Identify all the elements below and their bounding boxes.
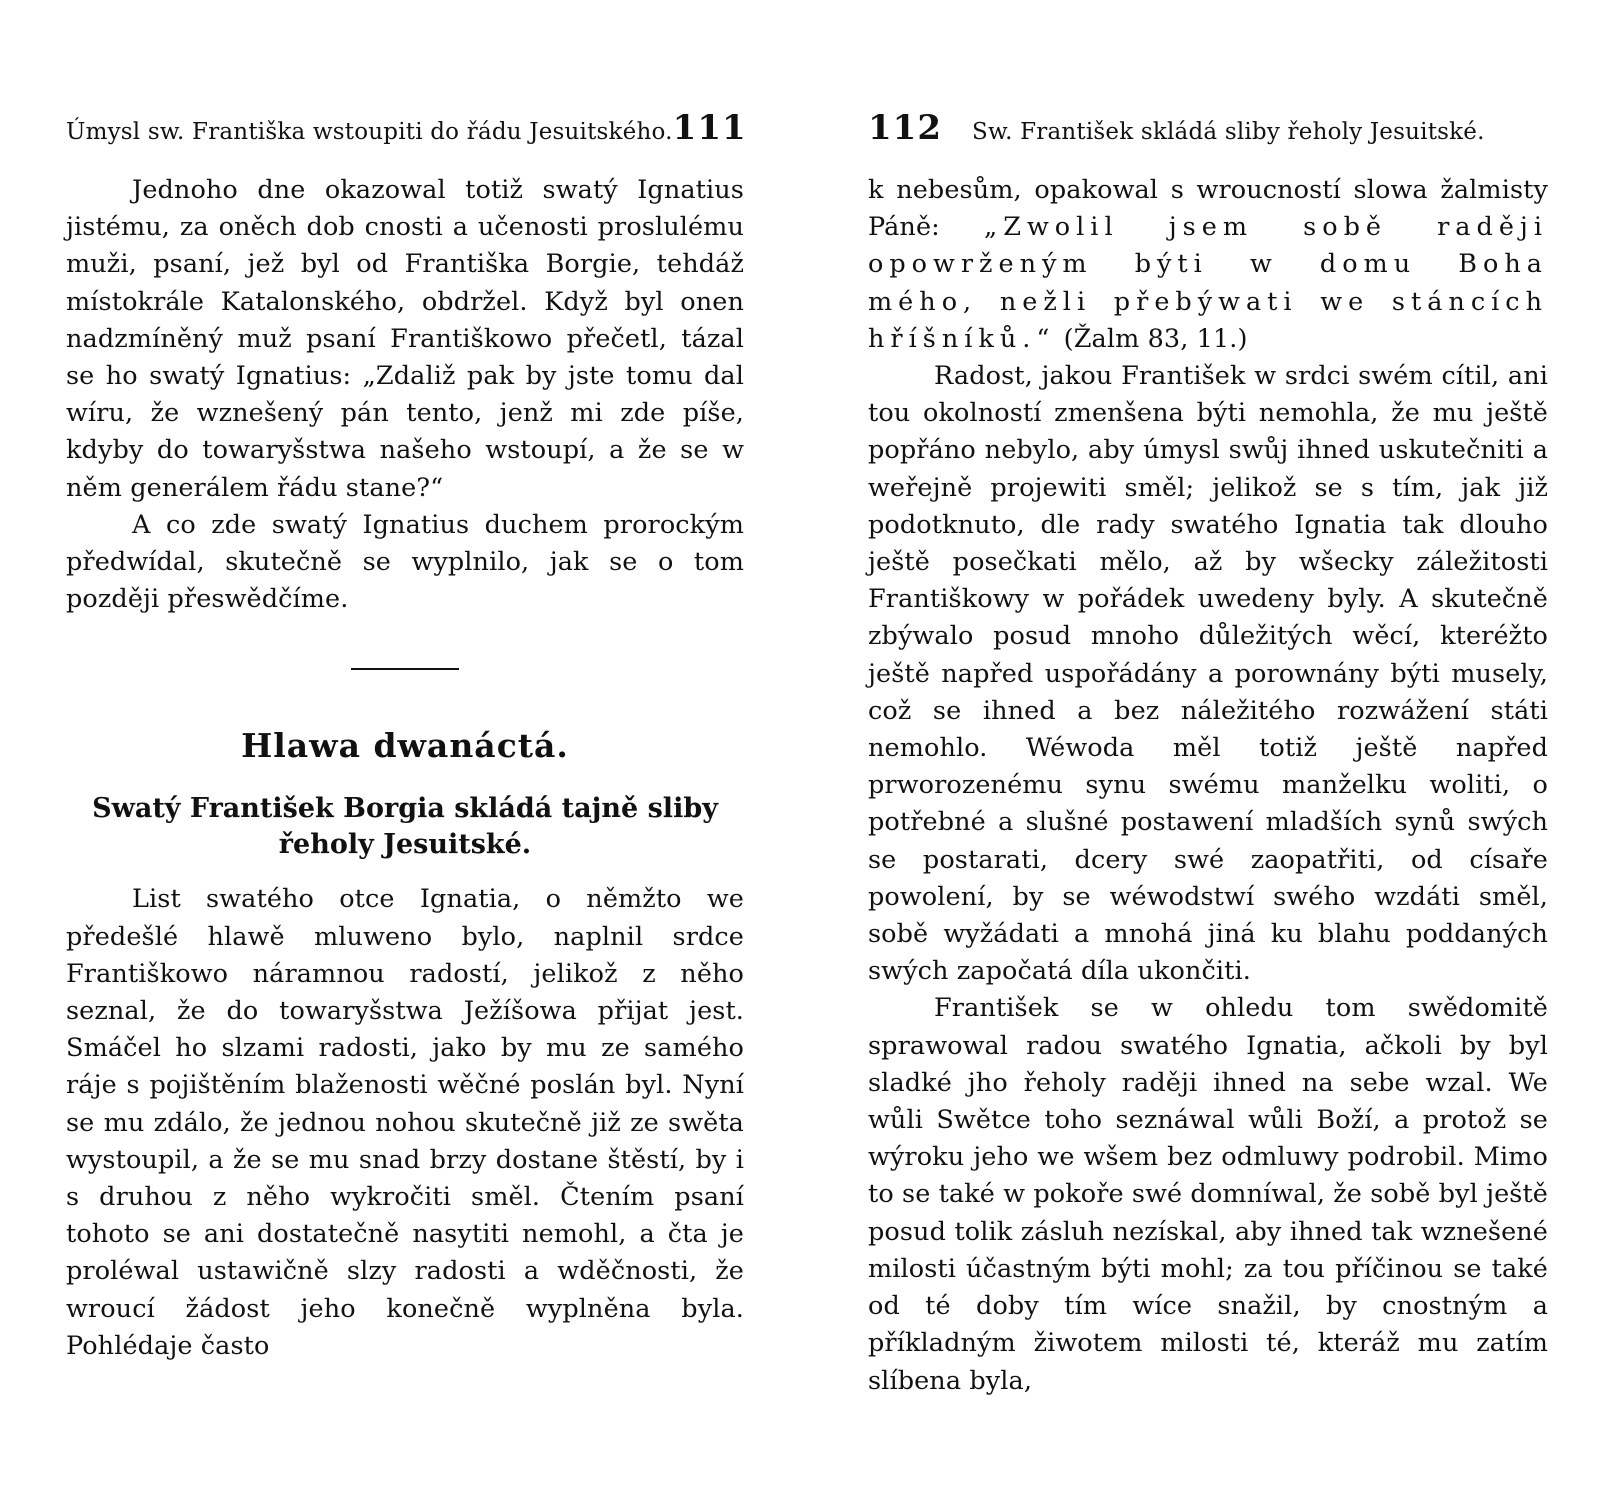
right-paragraph-2: Radost, jakou František w srdci swém cítil, ani tou okolností zmenšena býti nemohla, že mu ještě popřáno nebylo, aby úmysl swůj ihned uskutečniti a weřejně projewiti směl; jelikož se s tím, jak již podotknuto, dle rady swatého Ignatia tak dlouho ještě posečkati mělo, až by wšecky záležitosti Františkowy w pořádek uwedeny byly. A skutečně zbýwalo posud mnoho důležitých wěcí, kteréžto ještě napřed uspořádány a porownány býti musely, což se ihned a bez náležitého rozwážení státi nemohlo. Wéwoda měl totiž ještě napřed prworozenému synu swému manželku woliti, o potřebné a slušné postawení mladších synů swých se postarati, dcery swé zaopatřiti, od císaře powolení, by se wéwodstwí swého wzdáti směl, sobě wyžádati a mnohá jiná ku blahu poddaných swých započatá díla ukončiti. (868, 361, 1548, 987)
left-page-number: 111 (672, 108, 747, 148)
left-paragraph-1: Jednoho dne okazowal totiž swatý Ignatius jistému, za oněch dob cnosti a učenosti proslulému muži, psaní, jež byl od Františka Borgie, tehdáž místokrále Katalonského, obdržel. Když byl onen nadzmíněný muž psaní Františkowo přečetl, tázal se ho swatý Ignatius: „Zdaliž pak by jste tomu dal wíru, že wznešený pán tento, jenž mi zde píše, kdyby do towaryšstwa našeho wstoupí, a že se w něm generálem řádu stane?“ (66, 175, 744, 503)
section-divider (351, 668, 459, 670)
right-page-number: 112 (868, 108, 942, 148)
right-page (868, 108, 1548, 1400)
left-text (66, 172, 744, 1365)
right-paragraph-1-lead: k nebesům, opakowal s wroucností slowa žalmisty Páně: (868, 175, 1548, 243)
chapter-title: Hlawa dwanáctá. (241, 726, 569, 766)
right-running-title: Sw. František skládá sliby řeholy Jesuitské. (971, 119, 1485, 145)
psalm-reference: (Žalm 83, 11.) (1055, 323, 1248, 354)
chapter-subtitle: Swatý František Borgia skládá tajně sliby řeholy Jesuitské. (92, 793, 718, 861)
left-paragraph-3: List swatého otce Ignatia, o němžto we předešlé hlawě mluweno bylo, naplnil srdce Františkowo náramnou radostí, jelikož z něho seznal, že do towaryšstwa Ježíšowa přijat jest. Smáčel ho slzami radosti, jako by mu ze samého ráje s pojištěním blaženosti wěčné poslán byl. Nyní se mu zdálo, že jednou nohou skutečně již ze swěta wystoupil, a že se mu snad brzy dostane štěstí, by i s druhou z něho wykročiti směl. Čtením psaní tohoto se ani dostatečně nasytiti nemohl, a čta je proléwal ustawičně slzy radosti a wděčnosti, že wroucí žádost jeho konečně wyplněna byla. Pohlédaje často (66, 884, 744, 1361)
left-running-title: Úmysl sw. Františka wstoupiti do řádu Jesuitského. (66, 119, 673, 145)
right-paragraph-3: František se w ohledu tom swědomitě sprawowal radou swatého Ignatia, ačkoli by byl sladké jho řeholy raději ihned na sebe wzal. We wůli Swětce toho seznáwal wůli Boží, a protož se wýroku jeho we wšem bez odmluwy podrobil. Mimo to se také w pokoře swé domníwal, že sobě byl ještě posud tolik zásluh nezískal, aby ihned tak wznešené milosti účastným býti mohl; za tou příčinou se také od té doby tím wíce snažil, by cnostným a příkladným žiwotem milosti té, kteráž mu zatím slíbena byla, (868, 993, 1548, 1396)
left-paragraph-2: A co zde swatý Ignatius duchem prorockým předwídal, skutečně se wyplnilo, jak se o tom později přeswědčíme. (66, 509, 744, 615)
left-page (66, 108, 747, 1365)
psalm-quote: „Zwolil jsem sobě raději opowrženým býti w domu Boha mého, nežli přebýwati we stáncích hříšníků.“ (868, 212, 1548, 354)
right-running-head (868, 108, 1548, 154)
left-running-head (66, 108, 747, 154)
right-text (868, 172, 1548, 1400)
right-paragraph-1 (868, 172, 1548, 358)
